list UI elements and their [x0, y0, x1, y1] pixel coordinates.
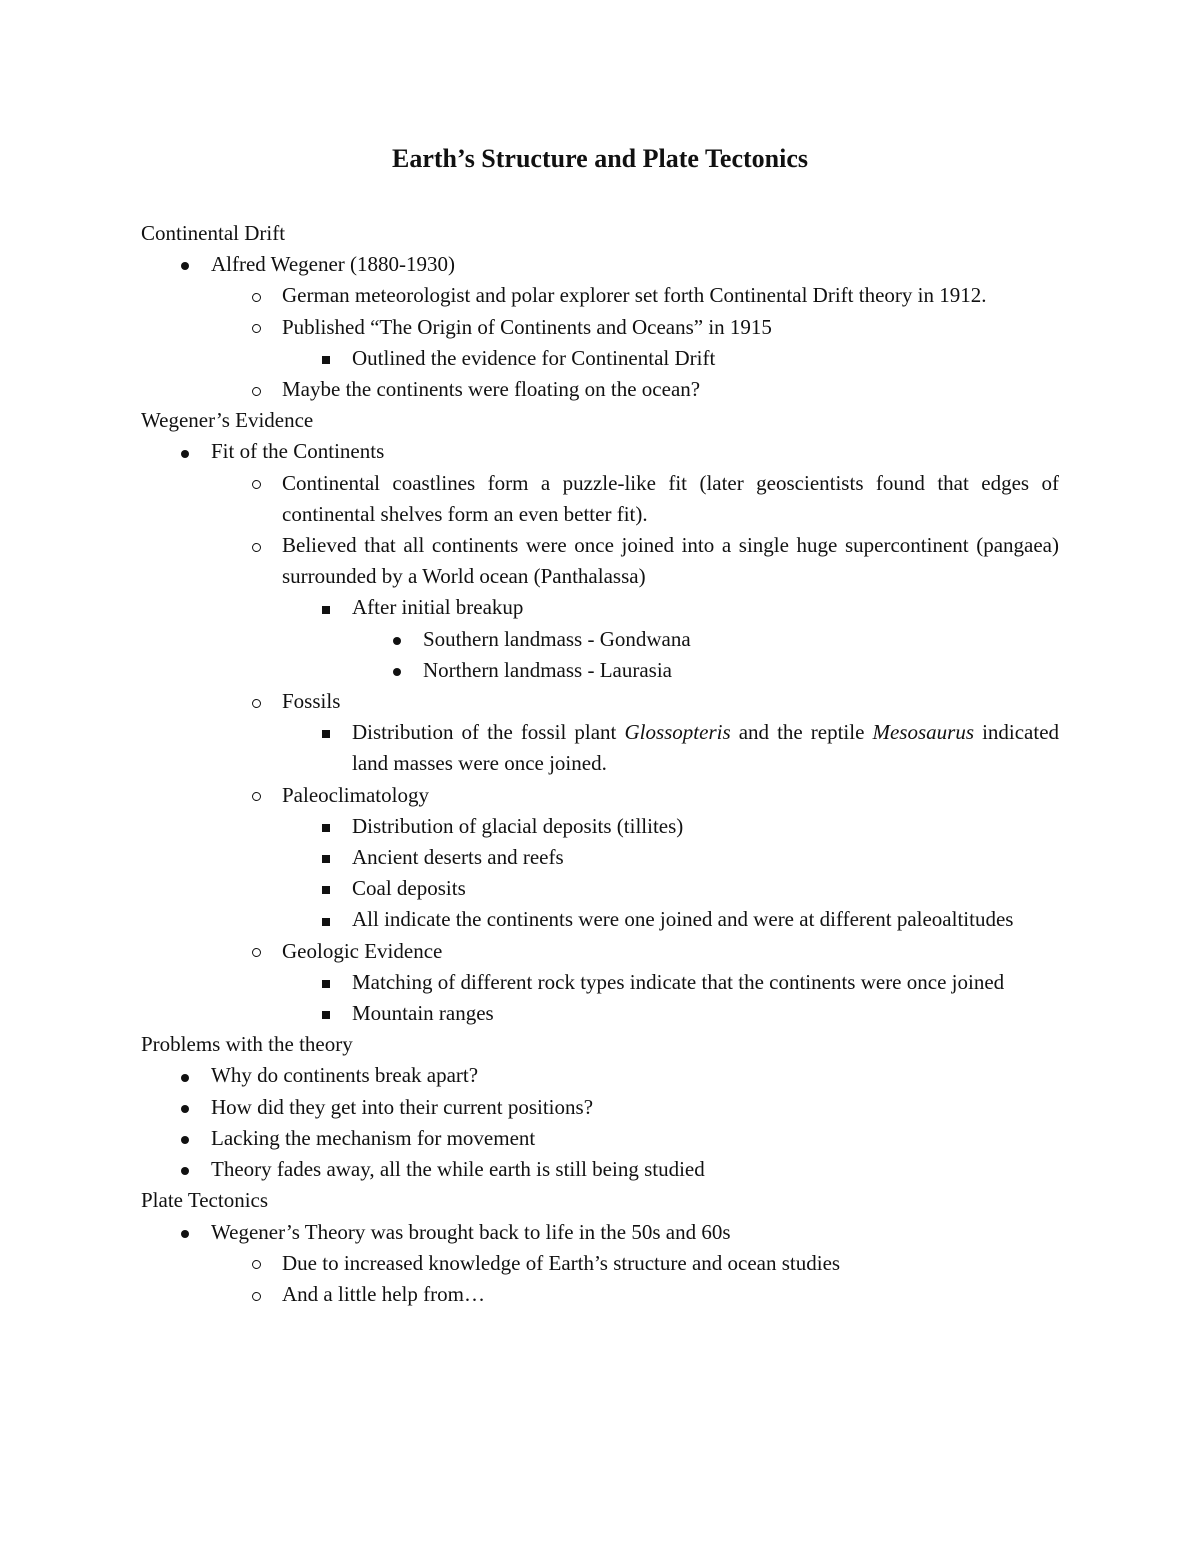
hollow-bullet-icon	[246, 468, 266, 499]
filled-bullet-icon	[175, 436, 195, 467]
filled-bullet-icon	[387, 624, 407, 655]
page-title: Earth’s Structure and Plate Tectonics	[392, 144, 808, 173]
list-item: How did they get into their current positions?	[211, 1092, 1059, 1123]
list-item: Fossils	[282, 686, 1059, 717]
notes-body	[141, 218, 1059, 1310]
list-item: Continental coastlines form a puzzle-like fit (later geoscientists found that edges of continental shelves form an even better fit).	[282, 468, 1059, 530]
list-item: Wegener’s Theory was brought back to life in the 50s and 60s	[211, 1217, 1059, 1248]
filled-bullet-icon	[175, 249, 195, 280]
square-bullet-icon	[316, 873, 336, 904]
filled-bullet-icon	[175, 1060, 195, 1091]
section-heading-continental-drift: Continental Drift	[141, 221, 286, 245]
list-item: Believed that all continents were once joined into a single huge supercontinent (pangaea) surrounded by a World ocean (Panthalassa)	[282, 530, 1059, 592]
section-heading-plate-tectonics: Plate Tectonics	[141, 1188, 269, 1213]
filled-bullet-icon	[175, 1123, 195, 1154]
list-item: Published “The Origin of Continents and Oceans” in 1915	[282, 312, 1059, 343]
hollow-bullet-icon	[246, 780, 266, 811]
species-mesosaurus: Mesosaurus	[872, 720, 974, 745]
list-item: Northern landmass - Laurasia	[423, 655, 1059, 686]
list-item: Theory fades away, all the while earth is still being studied	[211, 1154, 1059, 1185]
square-bullet-icon	[316, 842, 336, 873]
list-item: Distribution of the fossil plant Glossopteris and the reptile Mesosaurus indicated land masses were once joined.	[352, 717, 1059, 779]
list-item: Ancient deserts and reefs	[352, 842, 1059, 873]
list-item: Distribution of glacial deposits (tillites)	[352, 811, 1059, 842]
list-item: German meteorologist and polar explorer set forth Continental Drift theory in 1912.	[282, 280, 1059, 311]
list-item: After initial breakup	[352, 592, 1059, 623]
section-heading-evidence: Wegener’s Evidence	[141, 408, 314, 433]
hollow-bullet-icon	[246, 936, 266, 967]
hollow-bullet-icon	[246, 530, 266, 561]
hollow-bullet-icon	[246, 312, 266, 343]
hollow-bullet-icon	[246, 1248, 266, 1279]
list-item: Coal deposits	[352, 873, 1059, 904]
square-bullet-icon	[316, 904, 336, 935]
list-item: Outlined the evidence for Continental Drift	[352, 343, 1059, 374]
list-item: Why do continents break apart?	[211, 1060, 1059, 1091]
list-item: Mountain ranges	[352, 998, 1059, 1029]
list-item: Southern landmass - Gondwana	[423, 624, 1059, 655]
list-item: Fit of the Continents	[211, 436, 1059, 467]
square-bullet-icon	[316, 967, 336, 998]
filled-bullet-icon	[387, 655, 407, 686]
list-item: Matching of different rock types indicate that the continents were once joined	[352, 967, 1059, 998]
square-bullet-icon	[316, 811, 336, 842]
filled-bullet-icon	[175, 1154, 195, 1185]
list-item: And a little help from…	[282, 1279, 1059, 1310]
list-item: Maybe the continents were floating on the ocean?	[282, 374, 1059, 405]
species-glossopteris: Glossopteris	[624, 720, 731, 745]
square-bullet-icon	[316, 998, 336, 1029]
list-item: Due to increased knowledge of Earth’s structure and ocean studies	[282, 1248, 1059, 1279]
list-item: Paleoclimatology	[282, 780, 1059, 811]
hollow-bullet-icon	[246, 374, 266, 405]
list-item: Geologic Evidence	[282, 936, 1059, 967]
list-item: All indicate the continents were one joined and were at different paleoaltitudes	[352, 904, 1059, 935]
section-heading-problems: Problems with the theory	[141, 1032, 353, 1057]
hollow-bullet-icon	[246, 686, 266, 717]
square-bullet-icon	[316, 717, 336, 748]
square-bullet-icon	[316, 592, 336, 623]
hollow-bullet-icon	[246, 1279, 266, 1310]
hollow-bullet-icon	[246, 280, 266, 311]
filled-bullet-icon	[175, 1092, 195, 1123]
filled-bullet-icon	[175, 1217, 195, 1248]
list-item: Lacking the mechanism for movement	[211, 1123, 1059, 1154]
list-item: Alfred Wegener (1880-1930)	[211, 249, 1059, 280]
square-bullet-icon	[316, 343, 336, 374]
